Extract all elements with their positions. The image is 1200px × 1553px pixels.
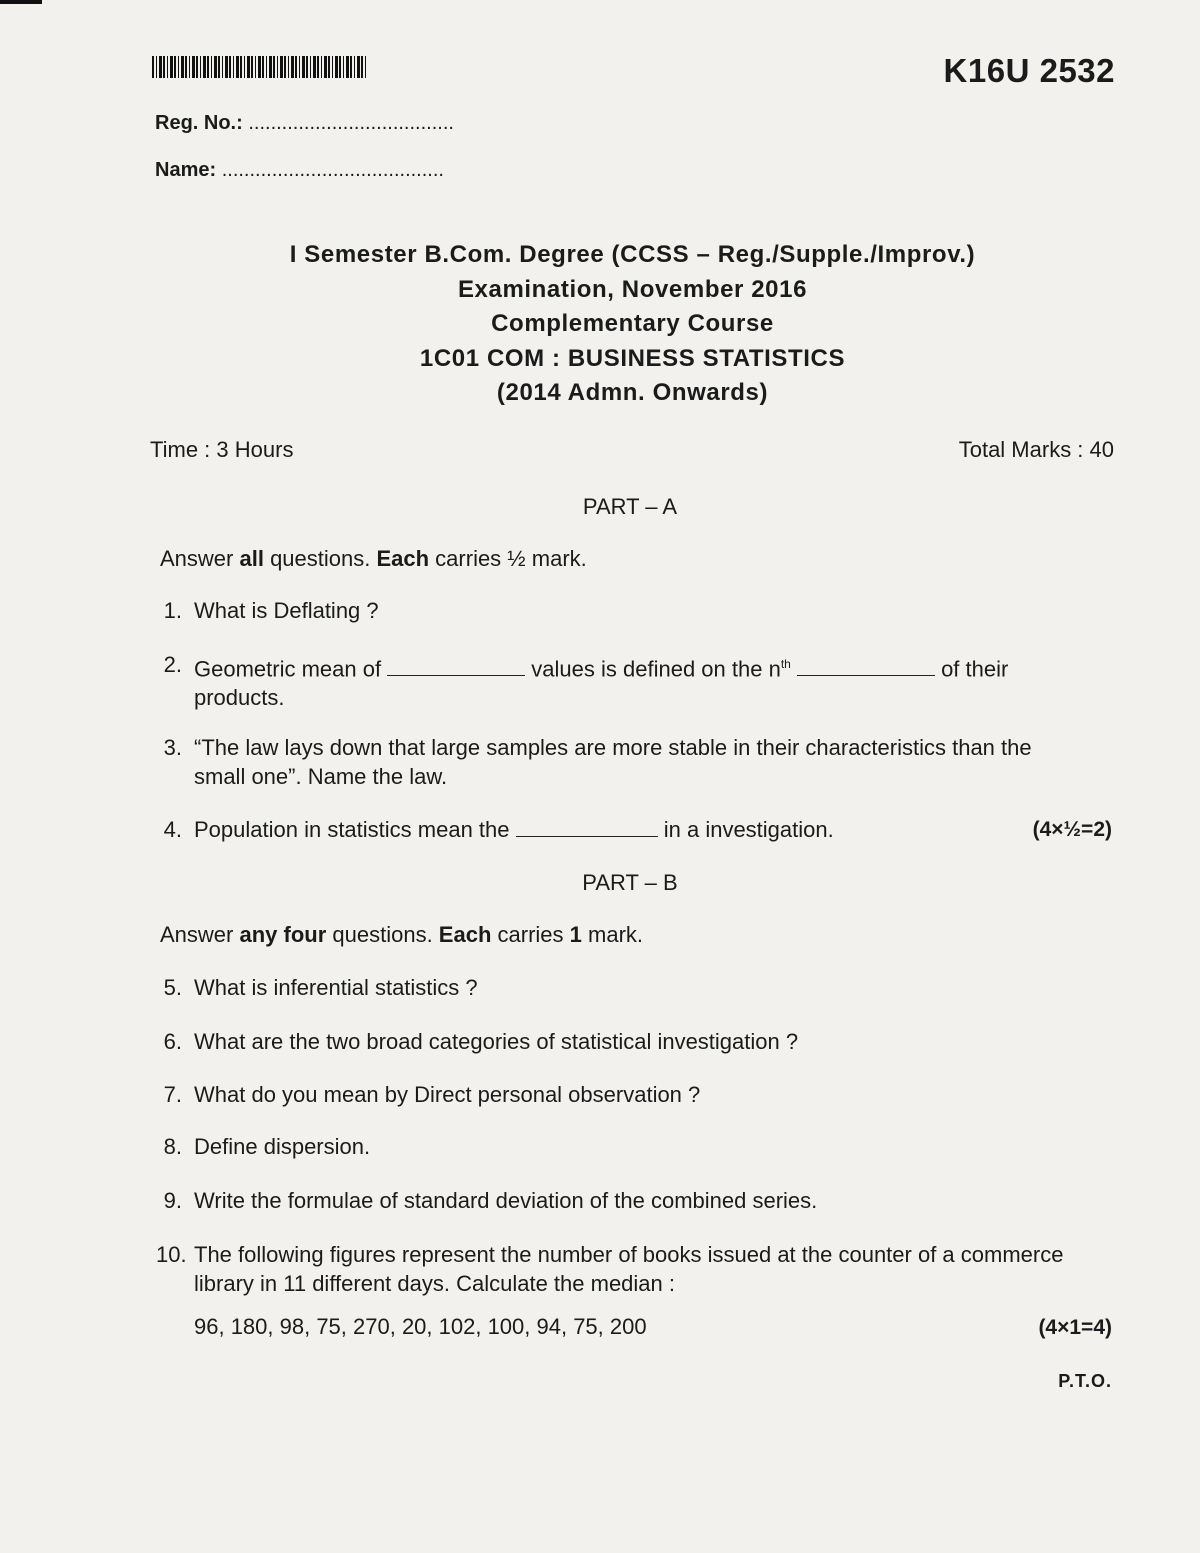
question-number: 1. (163, 598, 182, 623)
question-number: 3. (163, 735, 182, 760)
answer-blank (387, 657, 525, 676)
exam-heading (0, 238, 1200, 411)
reg-no-label: Reg. No.: (155, 112, 243, 134)
name-label: Name: (155, 159, 217, 181)
question-number: 4. (163, 817, 182, 842)
q2-text-a: Geometric mean of (194, 656, 388, 682)
total-marks: Total Marks : 40 (958, 437, 1114, 462)
question-number: 10. (156, 1242, 187, 1267)
heading-line: 1C01 COM : BUSINESS STATISTICS (419, 344, 846, 372)
q2-text-b: values is defined on the n (525, 656, 781, 682)
reg-no-field (155, 112, 454, 135)
instr-text: Answer (160, 922, 240, 947)
heading-line: I Semester B.Com. Degree (CCSS – Reg./Supple./Improv.) (289, 241, 976, 268)
paper-code: K16U 2532 (943, 52, 1115, 89)
question-text: What is inferential statistics ? (194, 975, 478, 1000)
part-b-title: PART – B (582, 870, 678, 895)
part-a-title: PART – A (582, 494, 678, 519)
part-a-instruction (160, 546, 587, 572)
instr-text: mark. (581, 922, 644, 947)
question-number: 5. (163, 975, 182, 1000)
instr-bold: all (239, 546, 264, 571)
q4-text-b: in a investigation. (657, 817, 834, 842)
instr-text: carries (491, 922, 570, 947)
instr-bold: 1 (569, 922, 582, 947)
instr-text: questions. (326, 922, 439, 947)
heading-line: (2014 Admn. Onwards) (496, 379, 769, 406)
instr-text: questions. (263, 546, 377, 571)
heading-line: Examination, November 2016 (457, 275, 808, 303)
question-number: 2. (163, 652, 182, 677)
reg-no-dots: ..................................... (248, 112, 454, 134)
question-text: Write the formulae of standard deviation of the combined series. (194, 1188, 818, 1213)
question-text: What is Deflating ? (194, 598, 379, 623)
answer-blank (516, 818, 658, 837)
pto-label: P.T.O. (1058, 1371, 1112, 1391)
part-a-marks: (4×½=2) (1032, 818, 1112, 841)
question-text: What do you mean by Direct personal observation ? (194, 1082, 701, 1107)
instr-text: Answer (160, 546, 240, 571)
question-number: 9. (163, 1188, 182, 1213)
instr-bold: Each (376, 546, 430, 571)
instr-bold: any four (239, 922, 327, 947)
q2-text-c: of their products. (194, 656, 1009, 711)
part-b-instruction (160, 922, 643, 948)
question-number: 8. (163, 1134, 182, 1159)
data-values: 96, 180, 98, 75, 270, 20, 102, 100, 94, 75, 200 (194, 1314, 647, 1339)
q4-text-a: Population in statistics mean the (194, 817, 516, 842)
question-text (194, 815, 1074, 844)
instr-bold: Each (438, 922, 492, 947)
q2-superscript: th (780, 657, 791, 671)
name-field (155, 159, 444, 182)
question-text (194, 650, 1074, 712)
question-number: 6. (163, 1029, 182, 1054)
heading-line: Complementary Course (491, 310, 774, 337)
scan-edge-mark (0, 0, 42, 4)
barcode (152, 56, 368, 78)
question-number: 7. (163, 1082, 182, 1107)
name-dots: ........................................ (221, 159, 444, 181)
part-b-marks: (4×1=4) (1038, 1316, 1112, 1339)
time-allowed: Time : 3 Hours (150, 437, 294, 462)
question-text: “The law lays down that large samples are more stable in their characteristics than the small one”. Name the law. (194, 735, 1032, 789)
question-text: The following figures represent the number of books issued at the counter of a commerce library in 11 different days. Calculate the median : (194, 1242, 1064, 1296)
question-text: What are the two broad categories of statistical investigation ? (194, 1029, 799, 1054)
answer-blank (797, 657, 935, 676)
question-text: Define dispersion. (194, 1134, 371, 1159)
instr-text: carries ½ mark. (429, 546, 587, 571)
